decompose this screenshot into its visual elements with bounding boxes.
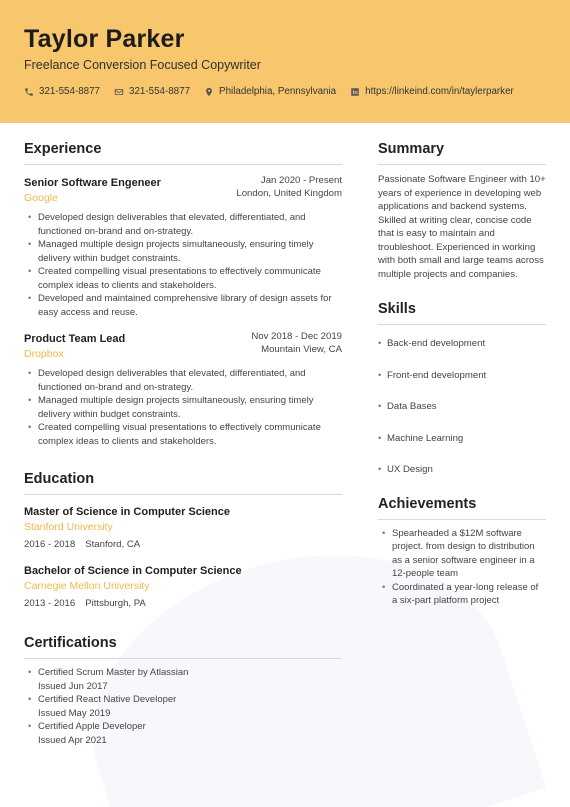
certification-issued: Issued Apr 2021	[38, 734, 107, 746]
job-bullets	[24, 211, 342, 319]
education-location: Pittsburgh, PA	[85, 598, 146, 609]
skill-item: • Data Bases	[378, 400, 546, 413]
education-location: Stanford, CA	[85, 539, 141, 550]
job-meta	[251, 330, 342, 361]
skill-item: • Machine Learning	[378, 432, 546, 445]
location-icon	[204, 87, 214, 97]
contact-location-text: Philadelphia, Pennsylvania	[219, 86, 337, 97]
certifications-section	[24, 634, 342, 747]
skills-section	[378, 300, 546, 476]
job-entry	[24, 330, 342, 448]
achievements-heading: Achievements	[378, 495, 546, 520]
contact-location	[204, 86, 336, 97]
certification-issued: Issued May 2019	[38, 707, 111, 719]
job-header	[24, 174, 342, 205]
education-degree: Master of Science in Computer Science	[24, 506, 231, 518]
achievements-section	[378, 495, 546, 608]
contact-phone-text: 321-554-8877	[39, 86, 101, 97]
education-entry	[24, 564, 342, 610]
education-dates: 2013 - 2016	[24, 598, 76, 609]
contact-email-text: 321-554-8877	[129, 86, 191, 97]
education-section	[24, 470, 342, 610]
job-dates: Jan 2020 - Present	[260, 175, 342, 186]
certification-name: • Certified React Native Developer	[38, 694, 177, 705]
job-dates: Nov 2018 - Dec 2019	[251, 331, 342, 342]
contact-linkedin-text: https://linkeind.com/in/taylerparker	[365, 86, 514, 97]
email-icon	[114, 87, 124, 97]
job-header	[24, 330, 342, 361]
certification-item	[24, 693, 342, 720]
candidate-name: Taylor Parker	[24, 25, 185, 53]
candidate-headline: Freelance Conversion Focused Copywriter	[24, 58, 261, 72]
achievement-item: • Spearheaded a $12M software project. from design to distribution as a senior software engineer in a 12-people team	[378, 527, 546, 581]
education-heading: Education	[24, 470, 342, 495]
job-company: Google	[24, 192, 58, 204]
education-dates: 2016 - 2018	[24, 539, 76, 550]
job-bullet: • Developed design deliverables that elevated, differentiated, and functioned on-brand and on-strategy.	[24, 367, 342, 394]
job-entry	[24, 174, 342, 319]
education-school: Stanford University	[24, 521, 113, 533]
skill-item: • UX Design	[378, 463, 546, 476]
contact-email[interactable]	[114, 86, 190, 97]
achievement-item: • Coordinated a year-long release of a six-part platform project	[378, 581, 546, 608]
certifications-list	[24, 666, 342, 747]
education-school: Carnegie Mellon University	[24, 580, 150, 592]
certification-item	[24, 666, 342, 693]
job-bullet: • Managed multiple design projects simultaneously, ensuring timely delivery within budget constraints.	[24, 394, 342, 421]
job-location: London, United Kingdom	[236, 188, 342, 199]
certification-name: • Certified Apple Developer	[38, 721, 146, 732]
job-bullet: • Created compelling visual presentations to effectively communicate complex ideas to clients and stakeholders.	[24, 421, 342, 448]
job-bullet: • Developed design deliverables that elevated, differentiated, and functioned on-brand and on-strategy.	[24, 211, 342, 238]
summary-heading: Summary	[378, 140, 546, 165]
achievements-list	[378, 527, 546, 608]
right-column	[378, 140, 546, 608]
job-meta	[236, 174, 342, 205]
job-bullets	[24, 367, 342, 448]
summary-text: Passionate Software Engineer with 10+ years of experience in developing web applications and backend systems. Skilled at writing clear, concise code that is easy to maintain and troubleshoot. Experienced in working with both small and large teams across multiple projects and companies.	[378, 174, 546, 280]
job-bullet: • Created compelling visual presentations to effectively communicate complex ideas to clients and stakeholders.	[24, 265, 342, 292]
education-degree: Bachelor of Science in Computer Science	[24, 565, 242, 577]
job-location: Mountain View, CA	[261, 344, 342, 355]
job-title: Product Team Lead	[24, 333, 126, 345]
contact-phone[interactable]	[24, 86, 100, 97]
linkedin-icon	[350, 87, 360, 97]
job-bullet: • Developed and maintained comprehensive library of design assets for easy access and reuse.	[24, 292, 342, 319]
contact-linkedin[interactable]	[350, 86, 514, 97]
education-meta	[24, 538, 342, 551]
certification-name: • Certified Scrum Master by Atlassian	[38, 667, 189, 678]
experience-section	[24, 140, 342, 448]
certification-item	[24, 720, 342, 747]
left-column	[24, 140, 342, 747]
phone-icon	[24, 87, 34, 97]
certification-issued: Issued Jun 2017	[38, 680, 108, 692]
summary-section	[378, 140, 546, 281]
job-title: Senior Software Engeneer	[24, 177, 161, 189]
contact-bar	[24, 86, 546, 97]
skill-item: • Front-end development	[378, 369, 546, 382]
resume-header	[0, 0, 570, 123]
job-company: Dropbox	[24, 348, 64, 360]
experience-heading: Experience	[24, 140, 342, 165]
job-bullet: • Managed multiple design projects simultaneously, ensuring timely delivery within budget constraints.	[24, 238, 342, 265]
skill-item: • Back-end development	[378, 337, 546, 350]
education-entry	[24, 505, 342, 551]
skills-heading: Skills	[378, 300, 546, 325]
skills-list	[378, 337, 546, 476]
certifications-heading: Certifications	[24, 634, 342, 659]
education-meta	[24, 597, 342, 610]
